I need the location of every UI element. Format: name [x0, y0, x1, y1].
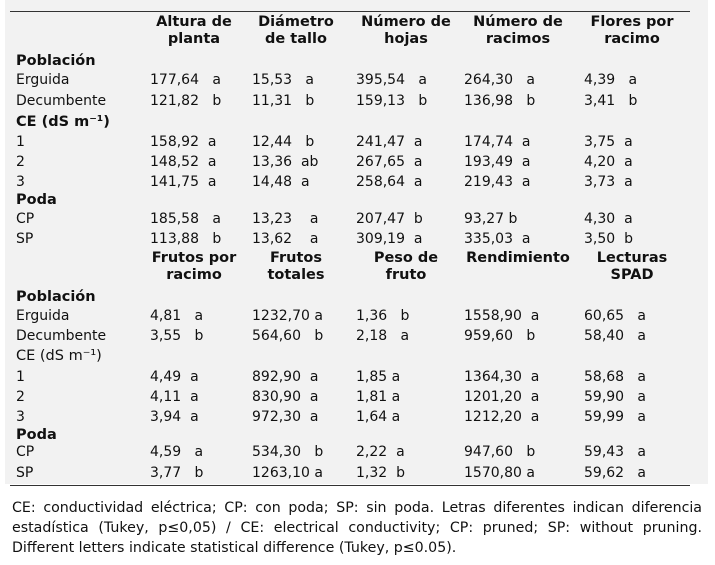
table-cell: 93,27 b	[464, 211, 518, 227]
column-header: Altura de	[156, 14, 232, 30]
section-title: CE (dS m⁻¹)	[16, 348, 102, 364]
column-header: racimo	[166, 267, 222, 283]
table-cell: 892,90 a	[252, 369, 319, 385]
table-cell: 14,48 a	[252, 174, 310, 190]
table-cell: 141,75 a	[150, 174, 217, 190]
table-cell: 267,65 a	[356, 154, 423, 170]
column-header: Frutos por	[151, 250, 237, 266]
table-top-rule	[10, 11, 690, 12]
table-cell: 136,98 b	[464, 93, 536, 109]
table-cell: 158,92 a	[150, 134, 217, 150]
table-cell: 972,30 a	[252, 409, 319, 425]
table-cell: 15,53 a	[252, 72, 315, 88]
table-cell: 947,60 b	[464, 444, 536, 460]
column-header: racimo	[604, 31, 660, 47]
table-cell: 395,54 a	[356, 72, 427, 88]
table-cell: 4,30 a	[584, 211, 633, 227]
row-label: Erguida	[16, 308, 70, 324]
column-header: Peso de	[373, 250, 439, 266]
table-cell: 3,77 b	[150, 465, 204, 481]
section-title: Poda	[16, 427, 57, 443]
table-cell: 3,41 b	[584, 93, 638, 109]
table-cell: 1232,70 a	[252, 308, 323, 324]
table-cell: 113,88 b	[150, 231, 222, 247]
row-label: SP	[16, 465, 34, 481]
column-header: hojas	[384, 31, 428, 47]
column-header: de tallo	[265, 31, 327, 47]
table-cell: 1558,90 a	[464, 308, 540, 324]
table-cell: 58,68 a	[584, 369, 647, 385]
section-title: Población	[16, 53, 96, 69]
table-cell: 3,75 a	[584, 134, 633, 150]
row-label: SP	[16, 231, 34, 247]
table-cell: 1,32 b	[356, 465, 405, 481]
table-cell: 241,47 a	[356, 134, 423, 150]
table-cell: 2,18 a	[356, 328, 410, 344]
table-cell: 1570,80 a	[464, 465, 535, 481]
row-label: 3	[16, 409, 25, 425]
table-cell: 3,50 b	[584, 231, 633, 247]
table-cell: 193,49 a	[464, 154, 531, 170]
table-cell: 4,59 a	[150, 444, 204, 460]
table-cell: 1,36 b	[356, 308, 410, 324]
column-header: racimos	[485, 31, 551, 47]
table-footnote: CE: conductividad eléctrica; CP: con poda; SP: sin poda. Letras diferentes indican diferencia estadística (Tukey, p≤0,05) / CE: electrical conductivity; CP: pruned; SP: without pruning. Different letters indicate statistical difference (Tukey, p≤0.05).	[12, 500, 702, 556]
table-cell: 60,65 a	[584, 308, 647, 324]
table-cell: 4,20 a	[584, 154, 633, 170]
table-cell: 174,74 a	[464, 134, 531, 150]
column-header: planta	[167, 31, 221, 47]
row-label: Decumbente	[16, 93, 107, 109]
table-cell: 1,64 a	[356, 409, 401, 425]
table-cell: 959,60 b	[464, 328, 536, 344]
table-cell: 219,43 a	[464, 174, 531, 190]
table-cell: 3,94 a	[150, 409, 199, 425]
table-cell: 564,60 b	[252, 328, 324, 344]
table-cell: 59,90 a	[584, 389, 647, 405]
table-cell: 148,52 a	[150, 154, 217, 170]
table-cell: 534,30 b	[252, 444, 324, 460]
table-cell: 59,43 a	[584, 444, 647, 460]
table-cell: 1263,10 a	[252, 465, 323, 481]
table-cell: 4,39 a	[584, 72, 638, 88]
table-cell: 1201,20 a	[464, 389, 540, 405]
column-header: Frutos	[270, 250, 322, 266]
row-label: Decumbente	[16, 328, 107, 344]
table-cell: 59,62 a	[584, 465, 647, 481]
table-cell: 1,85 a	[356, 369, 401, 385]
table-cell: 335,03 a	[464, 231, 531, 247]
row-label: CP	[16, 444, 35, 460]
table-cell: 1364,30 a	[464, 369, 540, 385]
table-cell: 1212,20 a	[464, 409, 540, 425]
column-header: Rendimiento	[466, 250, 570, 266]
column-header: totales	[267, 267, 325, 283]
column-header: Lecturas	[596, 250, 668, 266]
table-cell: 11,31 b	[252, 93, 315, 109]
row-label: 2	[16, 389, 25, 405]
table-cell: 185,58 a	[150, 211, 221, 227]
table-cell: 2,22 a	[356, 444, 405, 460]
row-label: 1	[16, 134, 25, 150]
column-header: SPAD	[610, 267, 654, 283]
table-cell: 3,73 a	[584, 174, 633, 190]
table-cell: 1,81 a	[356, 389, 401, 405]
table-cell: 3,55 b	[150, 328, 204, 344]
table-cell: 207,47 b	[356, 211, 423, 227]
table-cell: 4,11 a	[150, 389, 199, 405]
table-cell: 309,19 a	[356, 231, 423, 247]
column-header: Flores por	[590, 14, 674, 30]
table-cell: 258,64 a	[356, 174, 423, 190]
table-cell: 830,90 a	[252, 389, 319, 405]
section-title: Población	[16, 289, 96, 305]
table-cell: 13,62 a	[252, 231, 319, 247]
column-header: Diámetro	[258, 14, 334, 30]
table-cell: 4,81 a	[150, 308, 204, 324]
table-cell: 59,99 a	[584, 409, 647, 425]
table-cell: 58,40 a	[584, 328, 647, 344]
table-cell: 12,44 b	[252, 134, 315, 150]
table-cell: 4,49 a	[150, 369, 199, 385]
row-label: 1	[16, 369, 25, 385]
table-cell: 121,82 b	[150, 93, 222, 109]
table-cell: 13,36 ab	[252, 154, 319, 170]
table-cell: 177,64 a	[150, 72, 221, 88]
column-header: Número de	[361, 14, 451, 30]
section-title: CE (dS m⁻¹)	[16, 114, 110, 130]
row-label: CP	[16, 211, 35, 227]
table-cell: 13,23 a	[252, 211, 319, 227]
column-header: Número de	[473, 14, 563, 30]
table-cell: 264,30 a	[464, 72, 535, 88]
row-label: 3	[16, 174, 25, 190]
column-header: fruto	[385, 267, 427, 283]
row-label: Erguida	[16, 72, 70, 88]
table-bottom-rule	[10, 485, 690, 486]
table-cell: 159,13 b	[356, 93, 428, 109]
section-title: Poda	[16, 192, 57, 208]
row-label: 2	[16, 154, 25, 170]
